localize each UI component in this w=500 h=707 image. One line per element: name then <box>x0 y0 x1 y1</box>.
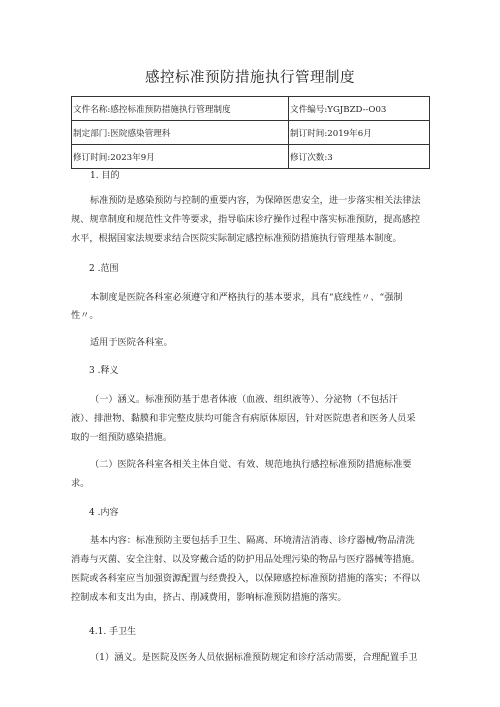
file-number-cell: 文件编号:YGJBZD--O03 <box>289 97 430 121</box>
revision-count-cell: 修订次数:3 <box>289 145 430 169</box>
section-heading-hand-hygiene: 4.1. 手卫生 <box>89 627 137 637</box>
paragraph-line: 求。 <box>71 478 90 489</box>
paragraph-line: （1）涵义。是医院及医务人员依据标准预防规定和诊疗活动需要，合理配置手卫 <box>90 652 418 663</box>
section-heading-scope: 2 .范围 <box>89 264 119 274</box>
paragraph-line: （二）医院各科室各相关主体自觉、有效、规范地执行感控标准预防措施标准要 <box>90 459 412 470</box>
paragraph-line: 规、规章制度和规范性文件等要求，指导临床诊疗操作过程中落实标准预防，提高感控 <box>71 214 421 225</box>
paragraph-line: 取的一组预防感染措施。 <box>71 432 173 443</box>
revised-date-cell: 修订时间:2023年9月 <box>72 145 289 169</box>
paragraph-line: 基本内容：标准预防主要包括手卫生、隔离、环境清洁消毒、诊疗器械/物品清洗 <box>90 535 415 546</box>
department-cell: 制定部门:医院感染管理科 <box>72 121 289 145</box>
table-row <box>72 97 430 121</box>
paragraph-line: （一）涵义。标准预防基于患者体液（血液、组织液等）、分泌物（不包括汗 <box>90 394 398 405</box>
table-row <box>72 121 430 145</box>
paragraph-line: 水平，根据国家法规要求结合医院实际制定感控标准预防措施执行管理基本制度。 <box>71 233 402 244</box>
paragraph-line: 标准预防是感染预防与控制的重要内容，为保障医患安全，进一步落实相关法律法 <box>90 195 421 206</box>
paragraph-line: 本制度是医院各科室必须遵守和严格执行的基本要求，具有“底线性〃、“强制 <box>90 292 403 303</box>
paragraph-line: 液）、排泄物、黏膜和非完整皮肤均可能含有病原体原因，针对医院患者和医务人员采 <box>71 413 416 424</box>
created-date-cell: 制订时间:2019年6月 <box>289 121 430 145</box>
paragraph-line: 性〃。 <box>71 310 99 321</box>
file-name-cell: 文件名称:感控标准预防措施执行管理制度 <box>72 97 289 121</box>
paragraph-line: 医院或各科室应当加强资源配置与经费投入，以保障感控标准预防措施的落实；不得以 <box>71 573 421 584</box>
section-heading-content: 4 .内容 <box>89 508 119 518</box>
paragraph-line: 适用于医院各科室。 <box>90 337 173 348</box>
document-info-table <box>71 96 430 169</box>
paragraph-line: 控制成本和支出为由，挤占、削减费用，影响标准预防措施的落实。 <box>71 592 347 603</box>
document-title: 感控标准预防措施执行管理制度 <box>145 70 355 86</box>
section-heading-purpose: 1. 目的 <box>90 171 120 181</box>
table-row <box>72 145 430 169</box>
paragraph-line: 消毒与灭菌、安全注射、以及穿戴合适的防护用品处理污染的物品与医疗器械等措施。 <box>71 554 421 565</box>
section-heading-definitions: 3 .释义 <box>89 366 119 376</box>
